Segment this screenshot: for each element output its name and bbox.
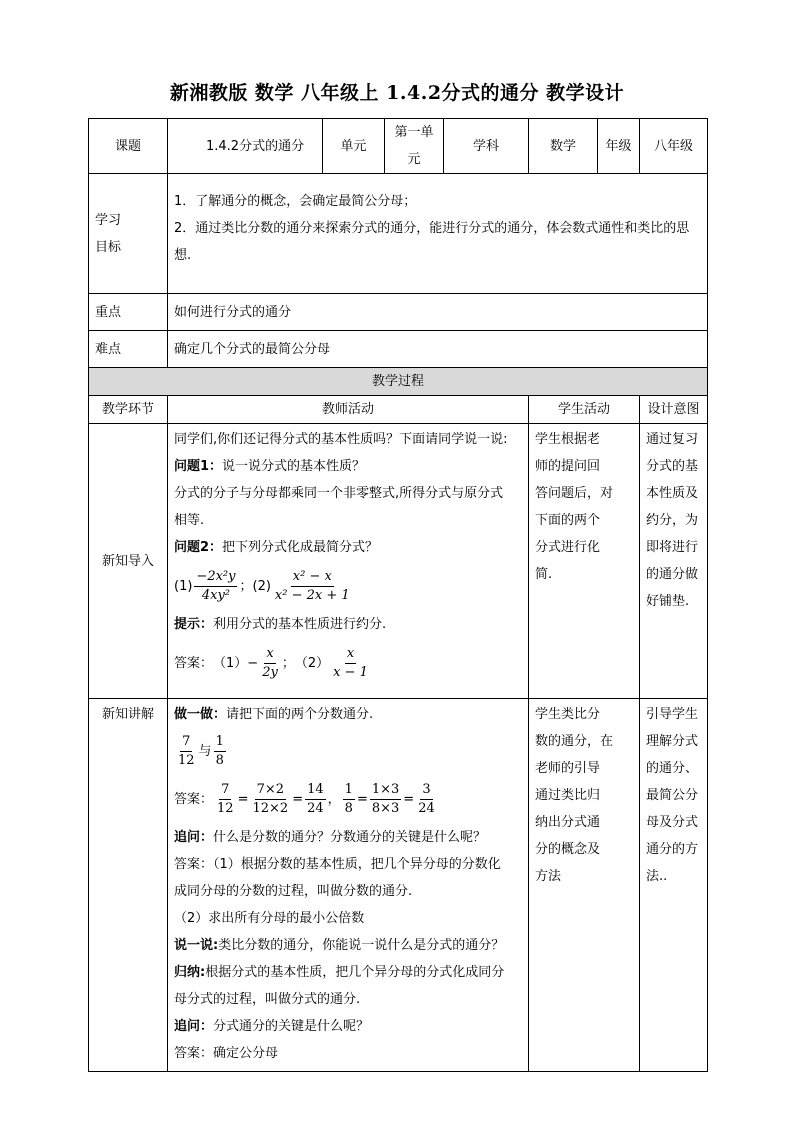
hint-text: 利用分式的基本性质进行约分. [213,617,387,632]
intent-line: 本性质及 [646,486,699,501]
say-line [174,932,522,959]
key-point-label: 重点 [89,294,168,331]
intro-line: 相等. [174,513,205,528]
summary-label: 归纳: [174,965,206,980]
numerator: 1 [214,733,226,752]
difficulty-row [89,331,708,368]
hint-label: 提示： [174,617,214,632]
numerator: −2x²y [194,568,237,587]
difficulty-label: 难点 [89,331,168,368]
student-line: 简. [535,567,553,582]
numerator: 14 [305,781,326,800]
try-text: 请把下面的两个分数通分. [226,707,374,722]
grade-label: 年级 [598,119,640,174]
ask-label: 追问： [174,830,214,845]
topic-label: 课题 [89,119,168,174]
objectives-row [89,174,708,294]
denominator: 2y [262,664,278,680]
fraction [250,781,290,818]
intent-line: 的通分做 [646,567,699,582]
col-stage: 教学环节 [89,396,168,424]
student-line: 师的提问回 [535,459,601,474]
intro-line: 分式的分子与分母都乘同一个非零整式,所得分式与原分式 [174,486,504,501]
intro-teacher-activity [168,424,529,699]
denominator: 8 [215,752,224,768]
intent-line: 约分，为 [646,513,699,528]
denominator: 12 [178,752,195,768]
fraction [343,781,355,818]
answer-row [174,638,522,688]
subject-label: 学科 [444,119,529,174]
hint [174,611,522,638]
objectives-content [168,174,708,294]
numerator: 3 [420,781,432,800]
try-label: 做一做： [174,707,227,722]
denominator: x − 1 [333,664,368,680]
answer-prefix: （1）− [213,655,259,671]
denominator: 4xy² [201,587,231,603]
key-point-value: 如何进行分式的通分 [168,294,708,331]
student-line: 学生类比分 [535,707,601,722]
intro-stage: 新知导入 [89,424,168,699]
summary-text: 根据分式的基本性质，把几个异分母的分式化成同分 [205,965,505,980]
explain-line: 成同分母的分数的过程，叫做分数的通分. [174,884,413,899]
numerator: 1×3 [370,781,401,800]
unit-label: 单元 [323,119,385,174]
expression-row [174,561,522,611]
intent-line: 引导学生 [646,707,699,722]
question-text: 说一说分式的基本性质？ [222,459,366,474]
process-header-row [89,396,708,424]
objective-item: 2．通过类比分数的通分来探索分式的通分，能进行分式的通分，体会数式通性和类比的思 [174,221,690,236]
fraction [194,568,237,605]
objectives-label-line: 目标 [95,239,122,255]
student-line: 通过类比归 [535,788,601,803]
ask-label: 追问： [174,1019,214,1034]
denominator: 24 [418,800,435,816]
student-line: 答问题后，对 [535,486,614,501]
key-point-row [89,294,708,331]
process-title-row [89,368,708,396]
denominator: 12×2 [252,800,289,816]
col-student: 学生活动 [529,396,640,424]
intent-line: 法.. [646,869,668,884]
objectives-label-line: 学习 [95,212,122,228]
connector: 与 [198,743,212,759]
question-2 [174,534,522,561]
ask2-line [174,1013,522,1040]
intent-line: 最简公分 [646,788,699,803]
difficulty-value: 确定几个分式的最简公分母 [168,331,708,368]
numerator: 7×2 [255,781,286,800]
denominator: 12 [217,800,234,816]
page-title: 新湘教版 数学 八年级上 1.4.2分式的通分 教学设计 [169,82,625,104]
summary-line [174,959,522,986]
explain-line: 答案：（1）根据分数的基本性质，把几个异分母的分数化 [174,857,501,872]
explain-line: （2）求出所有分母的最小公倍数 [174,911,365,926]
numerator: x² − x [291,568,334,587]
equals: = [356,791,368,807]
intent-line: 即将进行 [646,540,699,555]
objective-item: 1．了解通分的概念，会确定最简公分母； [174,194,417,209]
equals: = [403,791,415,807]
separator: ； [281,655,295,671]
intent-line: 母及分式 [646,815,699,830]
lesson-plan-table [88,118,708,1072]
objective-item: 想. [174,248,192,263]
say-text: 类比分数的通分，你能说一说什么是分式的通分？ [218,938,505,953]
col-intent: 设计意图 [640,396,708,424]
explain-student-activity [529,699,640,1072]
topic-value: 1.4.2分式的通分 [168,119,323,174]
expr-prefix: (2) [252,578,271,594]
student-line: 方法 [535,869,562,884]
fraction [215,781,236,818]
student-line: 分式进行化 [535,540,601,555]
question-label: 问题1： [174,459,223,474]
numerator: 1 [343,781,355,800]
fraction [176,733,197,770]
equals: = [237,791,249,807]
answer-label: 答案： [174,791,214,807]
fraction [305,781,326,818]
fraction [416,781,437,818]
intro-line: 同学们,你们还记得分式的基本性质吗？下面请同学说一说: [174,432,508,447]
ask-text: 分式通分的关键是什么呢？ [213,1019,370,1034]
intent-line: 理解分式 [646,734,699,749]
student-line: 学生根据老 [535,432,601,447]
question-1 [174,453,522,480]
fractions-row [174,728,522,774]
answer-prefix: （2） [294,655,330,671]
intro-row [89,424,708,699]
explain-stage: 新知讲解 [89,699,168,1072]
intent-line: 通过复习 [646,432,699,447]
say-label: 说一说: [174,938,219,953]
denominator: 8 [344,800,353,816]
numerator: x [264,645,275,664]
grade-value: 八年级 [640,119,708,174]
student-line: 纳出分式通 [535,815,601,830]
explain-line: 母分式的过程，叫做分式的通分. [174,992,361,1007]
ask-line [174,824,522,851]
explain-teacher-activity [168,699,529,1072]
question-text: 把下列分式化成最简分式？ [222,540,379,555]
equals: = [292,791,304,807]
question-label: 问题2： [174,540,223,555]
try-line [174,701,522,728]
fraction [331,645,370,682]
student-line: 数的通分，在 [535,734,614,749]
denominator: x² − 2x + 1 [274,587,350,603]
unit-value: 第一单元 [385,119,444,174]
intent-line: 好铺垫. [646,594,690,609]
separator: ； [239,578,253,594]
process-title: 教学过程 [89,368,708,396]
numerator: x [345,645,356,664]
student-line: 老师的引导 [535,761,601,776]
header-row [89,119,708,174]
fraction [370,781,401,818]
col-teacher: 教师活动 [168,396,529,424]
numerator: 7 [219,781,231,800]
denominator: 8×3 [371,800,400,816]
answer-label: 答案： [174,655,214,671]
explain-line: 答案：确定公分母 [174,1046,279,1061]
intent-line: 分式的基 [646,459,699,474]
expr-prefix: (1) [174,578,193,594]
denominator: 24 [307,800,324,816]
intent-line: 的通分、 [646,761,699,776]
intent-line: 通分的方 [646,842,699,857]
separator: ， [327,791,341,807]
explain-design-intent [640,699,708,1072]
fraction [214,733,226,770]
ask-text: 什么是分数的通分？分数通分的关键是什么呢？ [213,830,487,845]
student-line: 分的概念及 [535,842,601,857]
intro-student-activity [529,424,640,699]
numerator: 7 [180,733,192,752]
subject-value: 数学 [529,119,598,174]
objectives-label [89,174,168,294]
fraction [260,645,280,682]
intro-design-intent [640,424,708,699]
fraction [273,568,352,605]
fraction-answer-row [174,774,522,824]
student-line: 下面的两个 [535,513,601,528]
explain-row [89,699,708,1072]
